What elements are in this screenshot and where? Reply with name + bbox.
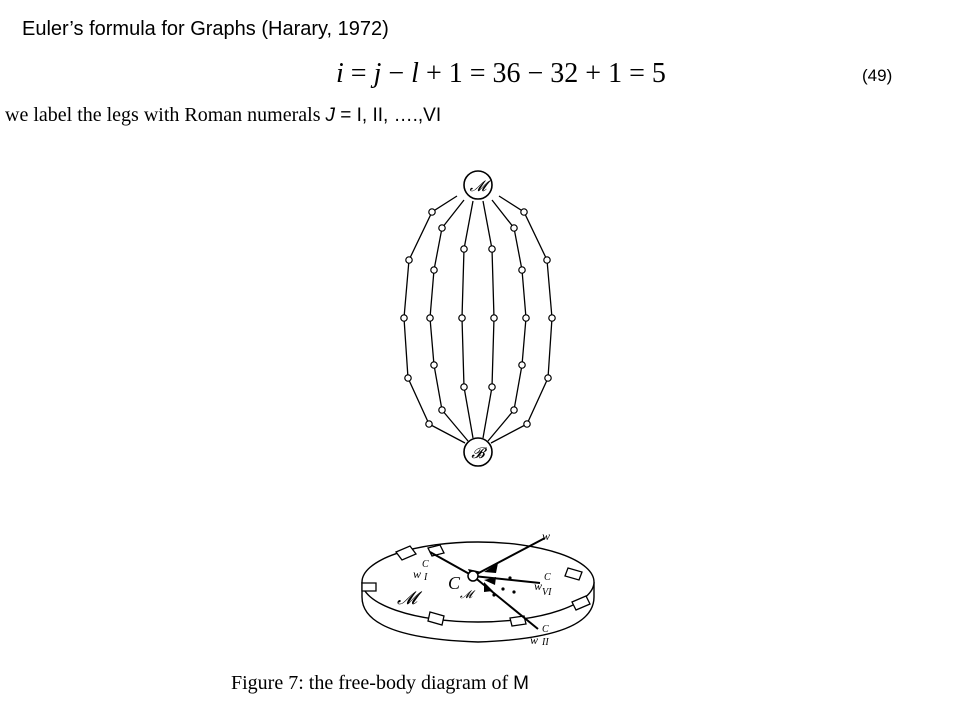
graph-vertex (519, 267, 525, 273)
graph-vertex (519, 362, 525, 368)
center-label: C (448, 573, 461, 593)
w6-label: w (534, 579, 543, 593)
graph-vertex (429, 209, 435, 215)
graph-leg (491, 196, 552, 443)
graph-vertex (459, 315, 465, 321)
graph-vertex (461, 246, 467, 252)
w2-sub-label: II (542, 637, 549, 648)
slide-title: Euler’s formula for Graphs (Harary, 1972) (22, 18, 389, 40)
w2-sup-label: C (542, 624, 549, 635)
legs-var: J (325, 105, 335, 126)
plate-label: 𝓜 (397, 588, 418, 608)
graph-vertex (406, 257, 412, 263)
graph-vertex (544, 257, 550, 263)
graph-vertex (549, 315, 555, 321)
graph-vertex (439, 407, 445, 413)
w1-sup-label: C (422, 559, 429, 570)
graph-vertex (523, 315, 529, 321)
center-sub-label: 𝓜 (460, 589, 473, 601)
w6-sub-label: VI (542, 587, 552, 598)
free-body-diagram (350, 508, 620, 658)
equation-number: (49) (862, 66, 893, 85)
legs-text-prefix: we label the legs with Roman numerals (5, 104, 326, 126)
euler-equation (336, 58, 666, 90)
legs-text-suffix: = I, II, ….,VI (334, 105, 442, 126)
graph-vertex (427, 315, 433, 321)
caption-text: Figure 7: the free-body diagram of (231, 672, 514, 694)
center-point (468, 571, 478, 581)
ww-label: w (542, 529, 551, 543)
graph-vertex (491, 315, 497, 321)
graph-vertex (524, 421, 530, 427)
graph-vertex (426, 421, 432, 427)
w6-sup-label: C (544, 572, 551, 583)
equation-j: j (373, 58, 382, 89)
equation-minus: − (381, 58, 412, 89)
bottom-node-label: 𝓑 (471, 444, 485, 462)
graph-vertex (405, 375, 411, 381)
equation-i: i (336, 58, 344, 89)
graph-vertex (511, 225, 517, 231)
w1-label: w (413, 567, 422, 581)
equation-eq: = (343, 58, 374, 89)
graph-vertex (461, 384, 467, 390)
graph-vertex (489, 384, 495, 390)
graph-vertex (439, 225, 445, 231)
caption-symbol: M (513, 673, 529, 694)
top-node-label: 𝓜 (469, 177, 487, 195)
equation-l: l (411, 58, 419, 89)
graph-vertex (521, 209, 527, 215)
graph-vertex (545, 375, 551, 381)
graph-vertex (511, 407, 517, 413)
w1-sub-label: I (424, 572, 428, 583)
w2-label: w (530, 633, 539, 647)
equation-rest: + 1 = 36 − 32 + 1 = 5 (418, 58, 666, 89)
graph-leg (404, 196, 465, 443)
graph-vertex (431, 267, 437, 273)
graph-vertex (431, 362, 437, 368)
legs-description (5, 104, 441, 127)
legs-graph (380, 160, 580, 480)
graph-vertex (489, 246, 495, 252)
figure-caption (231, 672, 529, 695)
graph-vertex (401, 315, 407, 321)
